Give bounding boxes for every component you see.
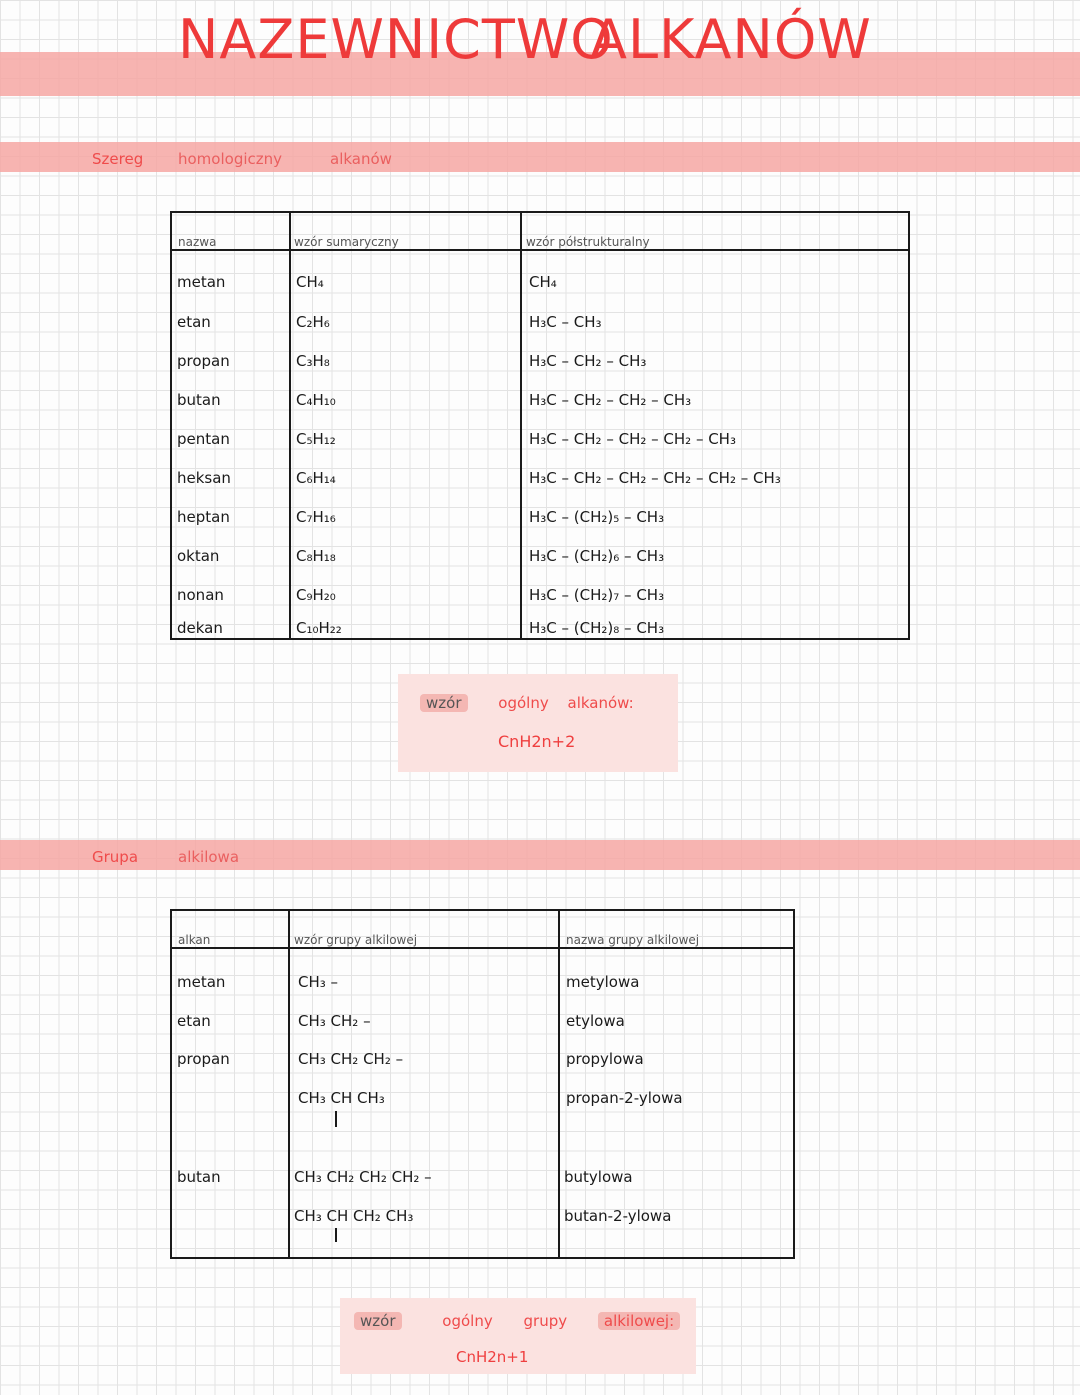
table1-row-formula: C₃H₈ xyxy=(296,352,330,370)
table1-row-formula: C₅H₁₂ xyxy=(296,430,336,448)
homologous-series-table xyxy=(170,211,910,640)
general-formula-word-1: wzór xyxy=(420,694,468,712)
alkane-general-formula: CnH2n+2 xyxy=(498,732,576,751)
page-title-part2: ALKANÓW xyxy=(590,8,872,71)
table2-col-divider-1 xyxy=(288,911,290,1257)
table2-header-name: nazwa grupy alkilowej xyxy=(566,933,700,947)
table2-row-formula: CH₃ – xyxy=(298,973,339,991)
page-title-part1: NAZEWNICTWO xyxy=(178,8,614,71)
table1-header-divider xyxy=(172,249,908,251)
alkyl-formula-word-4: alkilowej: xyxy=(598,1312,680,1330)
table2-row-alkane: metan xyxy=(177,973,226,991)
alkyl-general-formula: CnH2n+1 xyxy=(456,1348,529,1366)
section1-label-pink: homologiczny xyxy=(178,150,283,168)
table1-row-semi: H₃C – CH₂ – CH₂ – CH₃ xyxy=(529,391,692,409)
section1-band xyxy=(0,142,1080,172)
alkyl-formula-word-3: grupy xyxy=(523,1312,568,1330)
alkyl-formula-word-1: wzór xyxy=(354,1312,402,1330)
table1-row-formula: C₇H₁₆ xyxy=(296,508,336,526)
table2-row-name: propan-2-ylowa xyxy=(566,1089,683,1107)
table1-row-name: heptan xyxy=(177,508,230,526)
table1-row-name: etan xyxy=(177,313,211,331)
section2-band xyxy=(0,840,1080,870)
table1-row-formula: C₆H₁₄ xyxy=(296,469,336,487)
table1-row-semi: H₃C – CH₃ xyxy=(529,313,602,331)
table2-row-formula: CH₃ CH₂ – xyxy=(298,1012,371,1030)
section2-label-red: Grupa xyxy=(92,848,139,866)
table2-row-name: butylowa xyxy=(564,1168,633,1186)
bond-line xyxy=(335,1228,337,1242)
table2-header-divider xyxy=(172,947,793,949)
table2-header-formula: wzór grupy alkilowej xyxy=(294,933,418,947)
section1-label-red: Szereg xyxy=(92,150,144,168)
table2-row-alkane: propan xyxy=(177,1050,230,1068)
table1-row-semi: CH₄ xyxy=(529,273,557,291)
table1-row-semi: H₃C – CH₂ – CH₂ – CH₂ – CH₃ xyxy=(529,430,736,448)
table1-header-semi: wzór półstrukturalny xyxy=(526,235,650,249)
table1-row-semi: H₃C – (CH₂)₅ – CH₃ xyxy=(529,508,665,526)
table1-row-formula: C₈H₁₈ xyxy=(296,547,336,565)
alkyl-group-table xyxy=(170,909,795,1259)
table1-row-formula: C₉H₂₀ xyxy=(296,586,336,604)
alkyl-formula-word-2: ogólny xyxy=(442,1312,493,1330)
table2-row-formula: CH₃ CH CH₃ xyxy=(298,1089,385,1107)
table2-row-alkane: etan xyxy=(177,1012,211,1030)
alkane-general-formula-box xyxy=(398,674,678,772)
table1-row-name: pentan xyxy=(177,430,230,448)
table1-row-semi: H₃C – CH₂ – CH₂ – CH₂ – CH₂ – CH₃ xyxy=(529,469,781,487)
table2-row-name: etylowa xyxy=(566,1012,625,1030)
table1-row-formula: C₄H₁₀ xyxy=(296,391,336,409)
table1-row-name: oktan xyxy=(177,547,220,565)
alkyl-general-formula-label xyxy=(354,1312,680,1330)
bond-line xyxy=(335,1111,337,1127)
table2-row-name: propylowa xyxy=(566,1050,644,1068)
table1-row-name: heksan xyxy=(177,469,231,487)
table1-col-divider-2 xyxy=(520,213,522,638)
table1-row-formula: C₁₀H₂₂ xyxy=(296,619,342,637)
table1-col-divider-1 xyxy=(289,213,291,638)
table2-row-name: metylowa xyxy=(566,973,640,991)
general-formula-word-2: ogólny xyxy=(498,694,549,712)
table1-row-name: butan xyxy=(177,391,221,409)
table2-row-name: butan-2-ylowa xyxy=(564,1207,672,1225)
table1-row-formula: CH₄ xyxy=(296,273,324,291)
table2-header-alkane: alkan xyxy=(178,933,211,947)
table1-row-name: dekan xyxy=(177,619,223,637)
table1-header-name: nazwa xyxy=(178,235,217,249)
table1-row-semi: H₃C – (CH₂)₆ – CH₃ xyxy=(529,547,665,565)
general-formula-word-3: alkanów: xyxy=(567,694,634,712)
table1-row-name: nonan xyxy=(177,586,224,604)
table1-row-semi: H₃C – (CH₂)₈ – CH₃ xyxy=(529,619,665,637)
table2-col-divider-2 xyxy=(558,911,560,1257)
table1-header-formula: wzór sumaryczny xyxy=(294,235,399,249)
table1-row-formula: C₂H₆ xyxy=(296,313,330,331)
table1-row-name: metan xyxy=(177,273,226,291)
table1-row-semi: H₃C – (CH₂)₇ – CH₃ xyxy=(529,586,665,604)
table2-row-alkane: butan xyxy=(177,1168,221,1186)
table2-row-formula: CH₃ CH₂ CH₂ CH₂ – xyxy=(294,1168,432,1186)
section1-label-pink2: alkanów xyxy=(330,150,392,168)
alkyl-general-formula-box xyxy=(340,1298,696,1374)
section2-label-pink: alkilowa xyxy=(178,848,240,866)
table1-row-name: propan xyxy=(177,352,230,370)
table2-row-formula: CH₃ CH₂ CH₂ – xyxy=(298,1050,404,1068)
table2-row-formula: CH₃ CH CH₂ CH₃ xyxy=(294,1207,414,1225)
table1-row-semi: H₃C – CH₂ – CH₃ xyxy=(529,352,647,370)
general-formula-label xyxy=(420,694,634,712)
